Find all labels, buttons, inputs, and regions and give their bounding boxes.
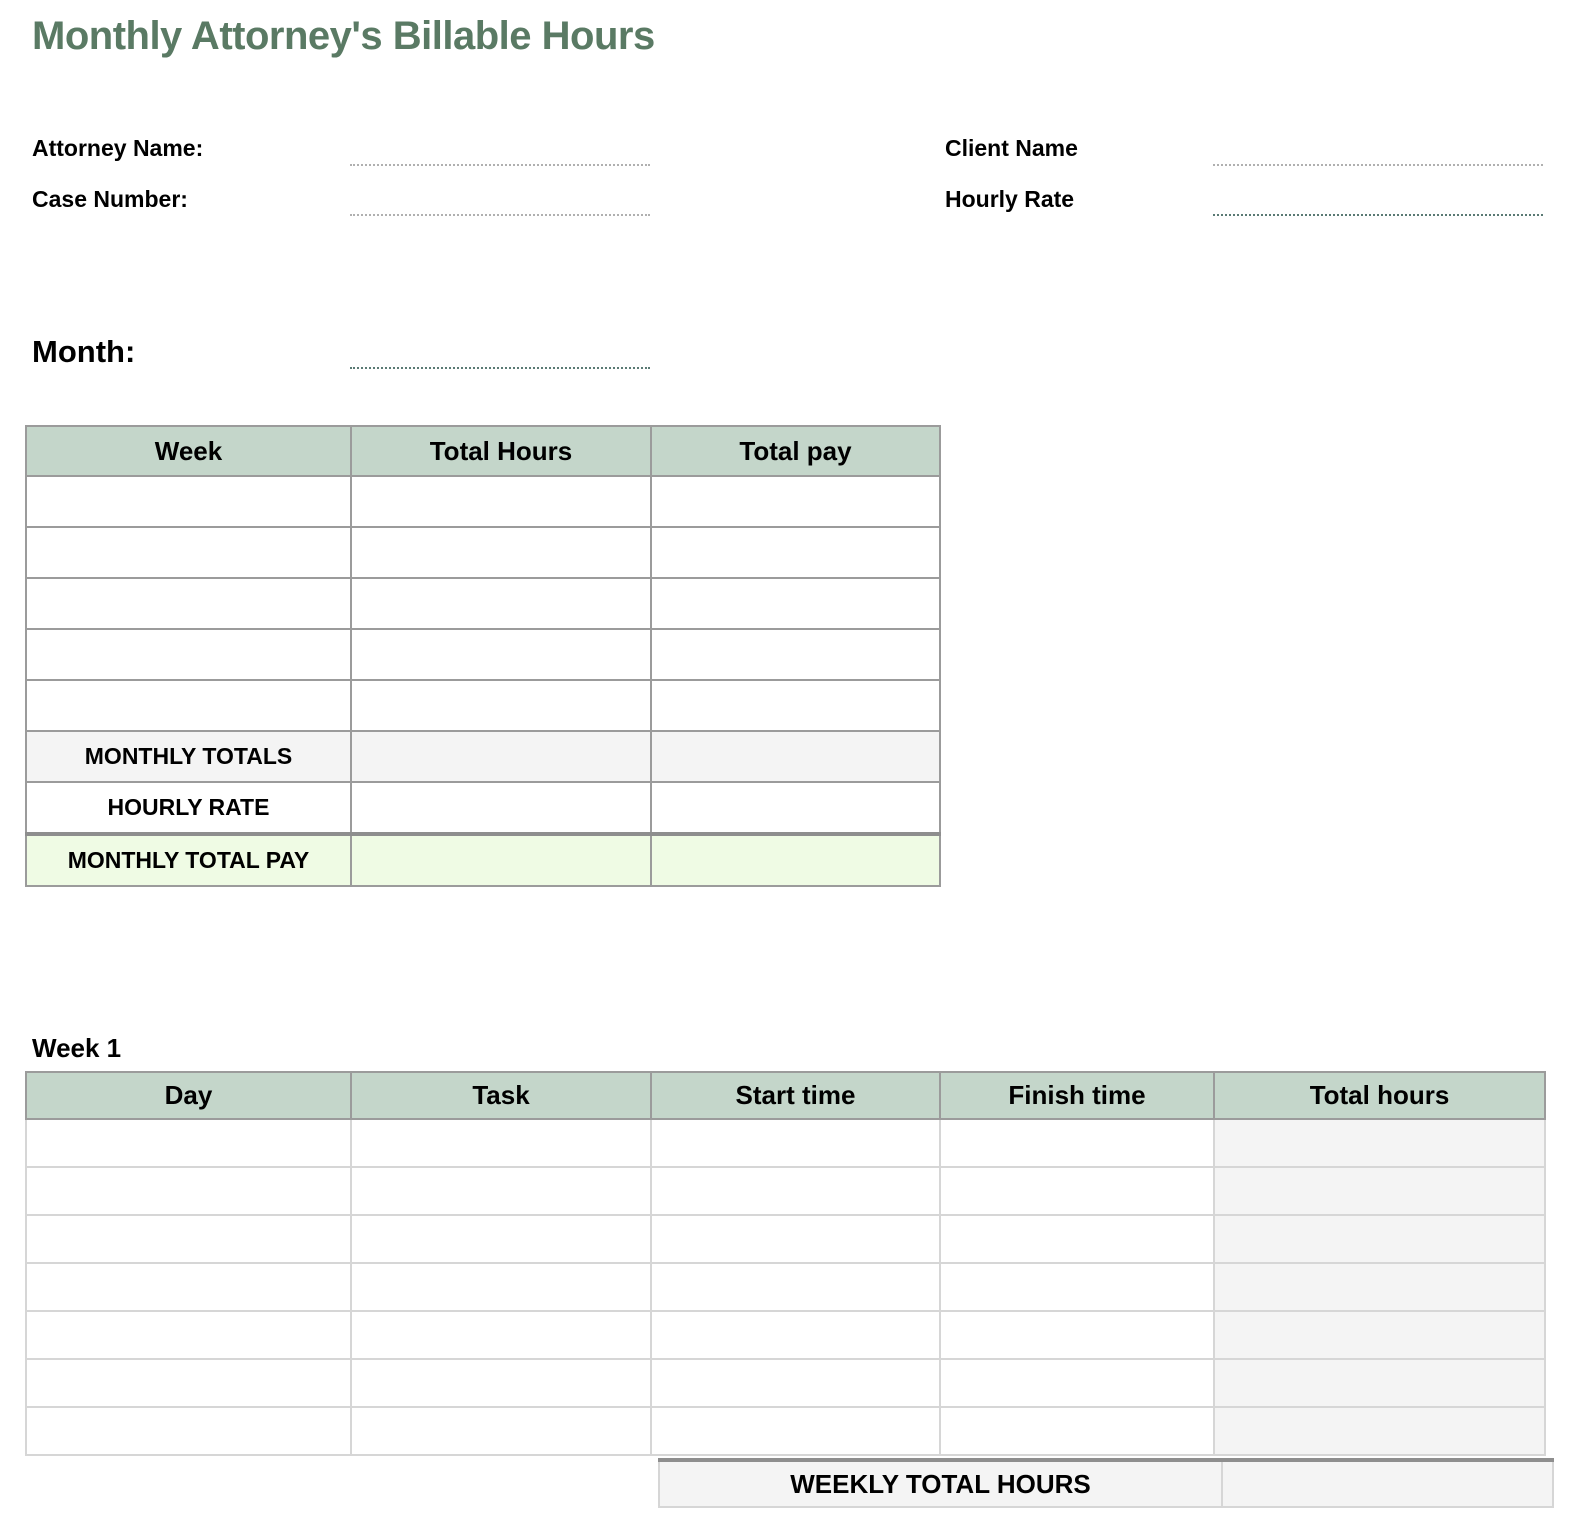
client-name-field[interactable] bbox=[1213, 164, 1543, 166]
monthly-total-hours-cell[interactable] bbox=[351, 731, 651, 782]
start-time-cell[interactable] bbox=[651, 1215, 940, 1263]
total-hours-cell[interactable] bbox=[351, 527, 651, 578]
finish-time-cell[interactable] bbox=[940, 1407, 1214, 1455]
header-start-time: Start time bbox=[651, 1072, 940, 1119]
finish-time-cell[interactable] bbox=[940, 1359, 1214, 1407]
header-total-pay: Total pay bbox=[651, 426, 940, 476]
day-cell[interactable] bbox=[26, 1263, 351, 1311]
total-hours-cell[interactable] bbox=[351, 680, 651, 731]
day-cell[interactable] bbox=[26, 1119, 351, 1167]
monthly-summary-table bbox=[25, 425, 941, 887]
task-cell[interactable] bbox=[351, 1119, 651, 1167]
table-row bbox=[26, 527, 940, 578]
task-cell[interactable] bbox=[351, 1263, 651, 1311]
monthly-totals-label: MONTHLY TOTALS bbox=[26, 731, 351, 782]
total-hours-cell[interactable] bbox=[1214, 1119, 1545, 1167]
day-cell[interactable] bbox=[26, 1359, 351, 1407]
week-cell[interactable] bbox=[26, 527, 351, 578]
total-pay-cell[interactable] bbox=[651, 629, 940, 680]
task-cell[interactable] bbox=[351, 1215, 651, 1263]
total-hours-cell[interactable] bbox=[1214, 1215, 1545, 1263]
finish-time-cell[interactable] bbox=[940, 1167, 1214, 1215]
task-cell[interactable] bbox=[351, 1359, 651, 1407]
total-hours-cell[interactable] bbox=[1214, 1263, 1545, 1311]
page-title: Monthly Attorney's Billable Hours bbox=[32, 14, 655, 58]
task-cell[interactable] bbox=[351, 1167, 651, 1215]
monthly-totals-row bbox=[26, 731, 940, 782]
monthly-total-pay-cell[interactable] bbox=[651, 731, 940, 782]
table-row bbox=[26, 1311, 1545, 1359]
header-total-hours: Total hours bbox=[1214, 1072, 1545, 1119]
client-name-label: Client Name bbox=[945, 135, 1078, 161]
table-row bbox=[26, 476, 940, 527]
month-label: Month: bbox=[32, 334, 136, 369]
table-row bbox=[26, 680, 940, 731]
table-row bbox=[26, 1263, 1545, 1311]
monthly-total-pay-value-cell[interactable] bbox=[651, 834, 940, 886]
hourly-rate-pay-cell[interactable] bbox=[651, 782, 940, 834]
start-time-cell[interactable] bbox=[651, 1167, 940, 1215]
task-cell[interactable] bbox=[351, 1311, 651, 1359]
day-cell[interactable] bbox=[26, 1215, 351, 1263]
day-cell[interactable] bbox=[26, 1167, 351, 1215]
total-hours-cell[interactable] bbox=[1214, 1407, 1545, 1455]
total-hours-cell[interactable] bbox=[1214, 1167, 1545, 1215]
hourly-rate-hours-cell[interactable] bbox=[351, 782, 651, 834]
total-hours-cell[interactable] bbox=[351, 578, 651, 629]
total-hours-cell[interactable] bbox=[1214, 1359, 1545, 1407]
attorney-name-label: Attorney Name: bbox=[32, 135, 204, 161]
hourly-rate-label: Hourly Rate bbox=[945, 186, 1075, 212]
week-cell[interactable] bbox=[26, 629, 351, 680]
total-pay-cell[interactable] bbox=[651, 680, 940, 731]
start-time-cell[interactable] bbox=[651, 1263, 940, 1311]
task-cell[interactable] bbox=[351, 1407, 651, 1455]
finish-time-cell[interactable] bbox=[940, 1311, 1214, 1359]
weekly-total-value-cell[interactable] bbox=[1222, 1460, 1553, 1507]
total-hours-cell[interactable] bbox=[351, 629, 651, 680]
week-1-label: Week 1 bbox=[32, 1033, 122, 1063]
hourly-rate-row-label: HOURLY RATE bbox=[26, 782, 351, 834]
header-task: Task bbox=[351, 1072, 651, 1119]
table-row bbox=[26, 1119, 1545, 1167]
finish-time-cell[interactable] bbox=[940, 1263, 1214, 1311]
header-day: Day bbox=[26, 1072, 351, 1119]
hourly-rate-field[interactable] bbox=[1213, 214, 1543, 216]
monthly-total-pay-label: MONTHLY TOTAL PAY bbox=[26, 834, 351, 886]
total-hours-cell[interactable] bbox=[351, 476, 651, 527]
monthly-total-pay-row bbox=[26, 834, 940, 886]
case-number-label: Case Number: bbox=[32, 186, 188, 212]
table-row bbox=[26, 1359, 1545, 1407]
finish-time-cell[interactable] bbox=[940, 1119, 1214, 1167]
header-finish-time: Finish time bbox=[940, 1072, 1214, 1119]
start-time-cell[interactable] bbox=[651, 1407, 940, 1455]
hourly-rate-row bbox=[26, 782, 940, 834]
table-row bbox=[26, 629, 940, 680]
finish-time-cell[interactable] bbox=[940, 1215, 1214, 1263]
header-week: Week bbox=[26, 426, 351, 476]
table-row bbox=[26, 1215, 1545, 1263]
week-header-row bbox=[26, 1072, 1545, 1119]
weekly-total-table bbox=[658, 1458, 1554, 1508]
attorney-name-field[interactable] bbox=[350, 164, 650, 166]
case-number-field[interactable] bbox=[350, 214, 650, 216]
total-pay-cell[interactable] bbox=[651, 578, 940, 629]
day-cell[interactable] bbox=[26, 1311, 351, 1359]
week-cell[interactable] bbox=[26, 680, 351, 731]
weekly-total-label: WEEKLY TOTAL HOURS bbox=[659, 1460, 1222, 1507]
monthly-total-pay-hours-cell[interactable] bbox=[351, 834, 651, 886]
weekly-total-row bbox=[659, 1460, 1553, 1507]
start-time-cell[interactable] bbox=[651, 1311, 940, 1359]
header-total-hours: Total Hours bbox=[351, 426, 651, 476]
week-1-table bbox=[25, 1071, 1546, 1456]
month-field[interactable] bbox=[350, 367, 650, 369]
start-time-cell[interactable] bbox=[651, 1359, 940, 1407]
total-pay-cell[interactable] bbox=[651, 476, 940, 527]
table-row bbox=[26, 578, 940, 629]
table-row bbox=[26, 1407, 1545, 1455]
week-cell[interactable] bbox=[26, 578, 351, 629]
total-hours-cell[interactable] bbox=[1214, 1311, 1545, 1359]
table-row bbox=[26, 1167, 1545, 1215]
start-time-cell[interactable] bbox=[651, 1119, 940, 1167]
total-pay-cell[interactable] bbox=[651, 527, 940, 578]
summary-header-row bbox=[26, 426, 940, 476]
week-cell[interactable] bbox=[26, 476, 351, 527]
day-cell[interactable] bbox=[26, 1407, 351, 1455]
